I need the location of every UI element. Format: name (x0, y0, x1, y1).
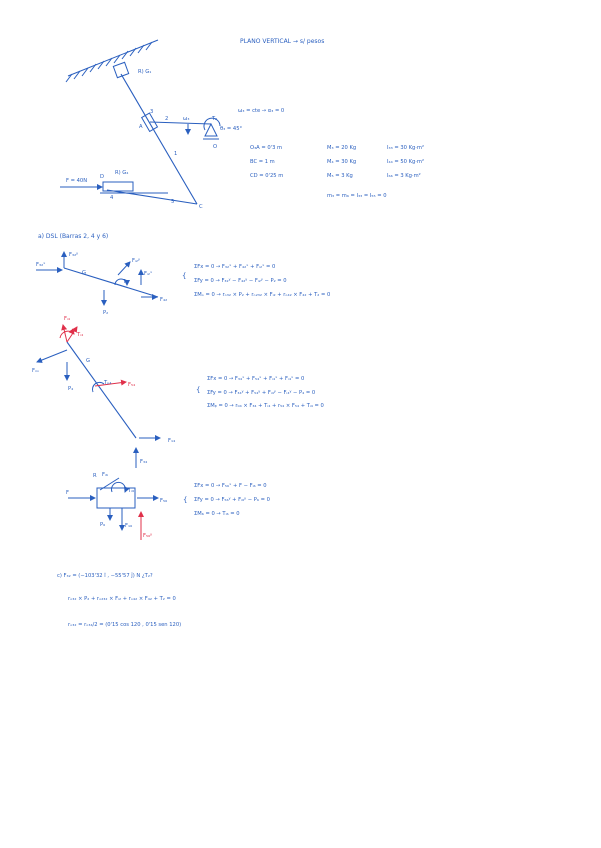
bar-num-3: 3 (150, 109, 154, 115)
svg-text:F: F (66, 490, 69, 496)
svg-text:Tₚ₄: Tₚ₄ (104, 380, 112, 386)
svg-text:Fᵢ₂ʸ: Fᵢ₂ʸ (132, 258, 140, 264)
svg-text:Fᵢ₆: Fᵢ₆ (102, 472, 108, 478)
force-label: F = 40N (66, 178, 88, 184)
svg-text:F₄₂: F₄₂ (160, 297, 168, 303)
bar-num-5: 5 (171, 199, 175, 205)
ground-label: R) G₁ (138, 69, 152, 75)
section-c-line-3: rₒ₃₂ = rₒ₃₄/2 = (0'15 cos 120 , 0'15 sen 120) (68, 622, 182, 628)
section-a-heading: a) DSL (Barras 2, 4 y 6) (38, 233, 109, 240)
svg-text:F₃₂ˣ: F₃₂ˣ (36, 262, 46, 268)
svg-text:R: R (93, 473, 97, 479)
svg-text:ΣFx = 0 → F₅₆ˣ + F − Fᵢ₆ = 0: ΣFx = 0 → F₅₆ˣ + F − Fᵢ₆ = 0 (194, 483, 267, 489)
data-block (238, 108, 424, 199)
svg-text:F₃₂ʸ: F₃₂ʸ (69, 252, 79, 258)
svg-text:G: G (82, 270, 87, 276)
svg-text:P₆: P₆ (100, 522, 106, 528)
svg-text:Fᵢ₄: Fᵢ₄ (64, 316, 70, 322)
crank-oa (150, 122, 211, 124)
fbd-bar-4 (32, 316, 175, 468)
mass-2: M₄ = 30 Kg (327, 159, 357, 165)
svg-text:F₁₄: F₁₄ (168, 438, 176, 444)
label-o: O (213, 144, 218, 150)
length-3: CD = 0'25 m (250, 173, 284, 179)
svg-text:ΣFy = 0 → F₃₄ʸ + F₅₄ʸ + Fᵢ₄ʸ −: ΣFy = 0 → F₃₄ʸ + F₅₄ʸ + Fᵢ₄ʸ − Fᵢ₄ʸ − P₄ = 0 (207, 390, 316, 396)
length-1: O₃A = 0'3 m (250, 145, 283, 151)
svg-text:Tᵢ₆: Tᵢ₆ (128, 488, 135, 494)
mass-1: M₃ = 20 Kg (327, 145, 357, 151)
velocity-condition: ω₃ = cte → α₃ = 0 (238, 108, 285, 114)
fbd-bar-2 (36, 252, 167, 316)
svg-text:{: { (196, 386, 201, 394)
mass-3: M₅ = 3 Kg (327, 173, 353, 179)
bar-num-4: 4 (110, 195, 114, 201)
svg-text:T₂: T₂ (123, 279, 129, 285)
page-title: PLANO VERTICAL → s/ pesos (240, 38, 325, 45)
angle-label: θ₃ = 45° (220, 126, 243, 132)
section-c-line-1: c) F₃₂ = (−103'32 î , −55'57 ĵ) N ¿T₂? (57, 573, 153, 579)
length-2: BC = 1 m (250, 159, 275, 165)
svg-text:Fᵢ₂ˣ: Fᵢ₂ˣ (144, 271, 153, 277)
svg-text:G: G (86, 358, 91, 364)
svg-text:P₄: P₄ (68, 386, 74, 392)
svg-text:ΣFy = 0 → F₃₂ʸ − F₄₂ʸ − Fᵢ₂ʸ −: ΣFy = 0 → F₃₂ʸ − F₄₂ʸ − Fᵢ₂ʸ − P₂ = 0 (194, 278, 287, 284)
equations-bar-4 (196, 376, 324, 409)
top-pivot-block (113, 62, 128, 77)
svg-text:ΣFx = 0 → F₃₄ˣ + F₅₄ˣ + Fᵢ₄ˣ +: ΣFx = 0 → F₃₄ˣ + F₅₄ˣ + Fᵢ₄ˣ + Fᵢ₄ˣ = 0 (207, 376, 305, 382)
svg-text:F₃₄: F₃₄ (140, 459, 148, 465)
inertia-3: I₆₆ = 3 Kg·m² (387, 173, 421, 179)
equations-bar-6 (183, 483, 270, 517)
svg-text:P₂: P₂ (103, 310, 109, 316)
inertia-2: I₄₄ = 50 Kg·m² (387, 159, 425, 165)
section-c (57, 572, 181, 628)
inertia-1: I₃₃ = 30 Kg·m² (387, 145, 425, 151)
bar-4-line (67, 342, 136, 438)
link-cd (107, 190, 197, 204)
svg-text:Fᵢₘ: Fᵢₘ (32, 368, 40, 374)
fbd-bar-6 (66, 472, 167, 540)
link-bc (121, 74, 197, 204)
svg-text:ΣFx = 0 → F₃₂ˣ + F₄₂ˣ + Fᵢ₂ˣ =: ΣFx = 0 → F₃₂ˣ + F₄₂ˣ + Fᵢ₂ˣ = 0 (194, 264, 276, 270)
label-d: D (100, 174, 104, 180)
torque-label: T₂ (212, 116, 218, 122)
label-a: A (139, 124, 143, 130)
svg-text:Tᵢ₄: Tᵢ₄ (77, 332, 84, 338)
pivot-o (205, 124, 217, 136)
svg-text:ΣMᵦ = 0 → r₀₄ × F₃₄ + Tᵢ₄ + r₅: ΣMᵦ = 0 → r₀₄ × F₃₄ + Tᵢ₄ + r₅₄ × F₅₄ + Tᵢ₄ = 0 (207, 403, 324, 409)
svg-text:{: { (183, 496, 188, 504)
omega-label: ω₃ (183, 116, 190, 122)
svg-text:F₅₆ʸ: F₅₆ʸ (143, 533, 153, 539)
svg-text:ΣMₒ = 0 → rₒ₃₂ × P₂ + rₒ₂₃₂ ×: ΣMₒ = 0 → rₒ₃₂ × P₂ + rₒ₂₃₂ × Fᵢ₂ + rₒ₄₂ × F₄₂ + T₂ = 0 (194, 292, 331, 298)
svg-text:F₅₆: F₅₆ (160, 498, 168, 504)
svg-text:F₁₆: F₁₆ (125, 523, 133, 529)
svg-text:ΣM₆ = 0 → Tᵢ₆ = 0: ΣM₆ = 0 → Tᵢ₆ = 0 (194, 511, 240, 517)
zero-equation: m₃ = m₆ = I₃₃ = I₅₅ = 0 (327, 193, 387, 199)
equations-bar-2 (182, 264, 330, 298)
mechanism-diagram (60, 40, 242, 210)
svg-text:{: { (182, 272, 187, 280)
slider-label: R) G₄ (115, 170, 129, 176)
svg-text:ΣFy = 0 → F₅₆ʸ + Fᵢ₆ʸ − P₆ = 0: ΣFy = 0 → F₅₆ʸ + Fᵢ₆ʸ − P₆ = 0 (194, 497, 270, 503)
svg-text:F₅₄: F₅₄ (128, 382, 136, 388)
label-c: C (199, 204, 203, 210)
section-c-line-2: rₒ₃₂ × P₂ + rₒ₂₃₂ × Fᵢ₂ + rₒ₄₂ × F₄₂ + T₂ = 0 (68, 596, 176, 602)
bar-num-2: 2 (165, 116, 169, 122)
bar-num-1: 1 (174, 151, 178, 157)
